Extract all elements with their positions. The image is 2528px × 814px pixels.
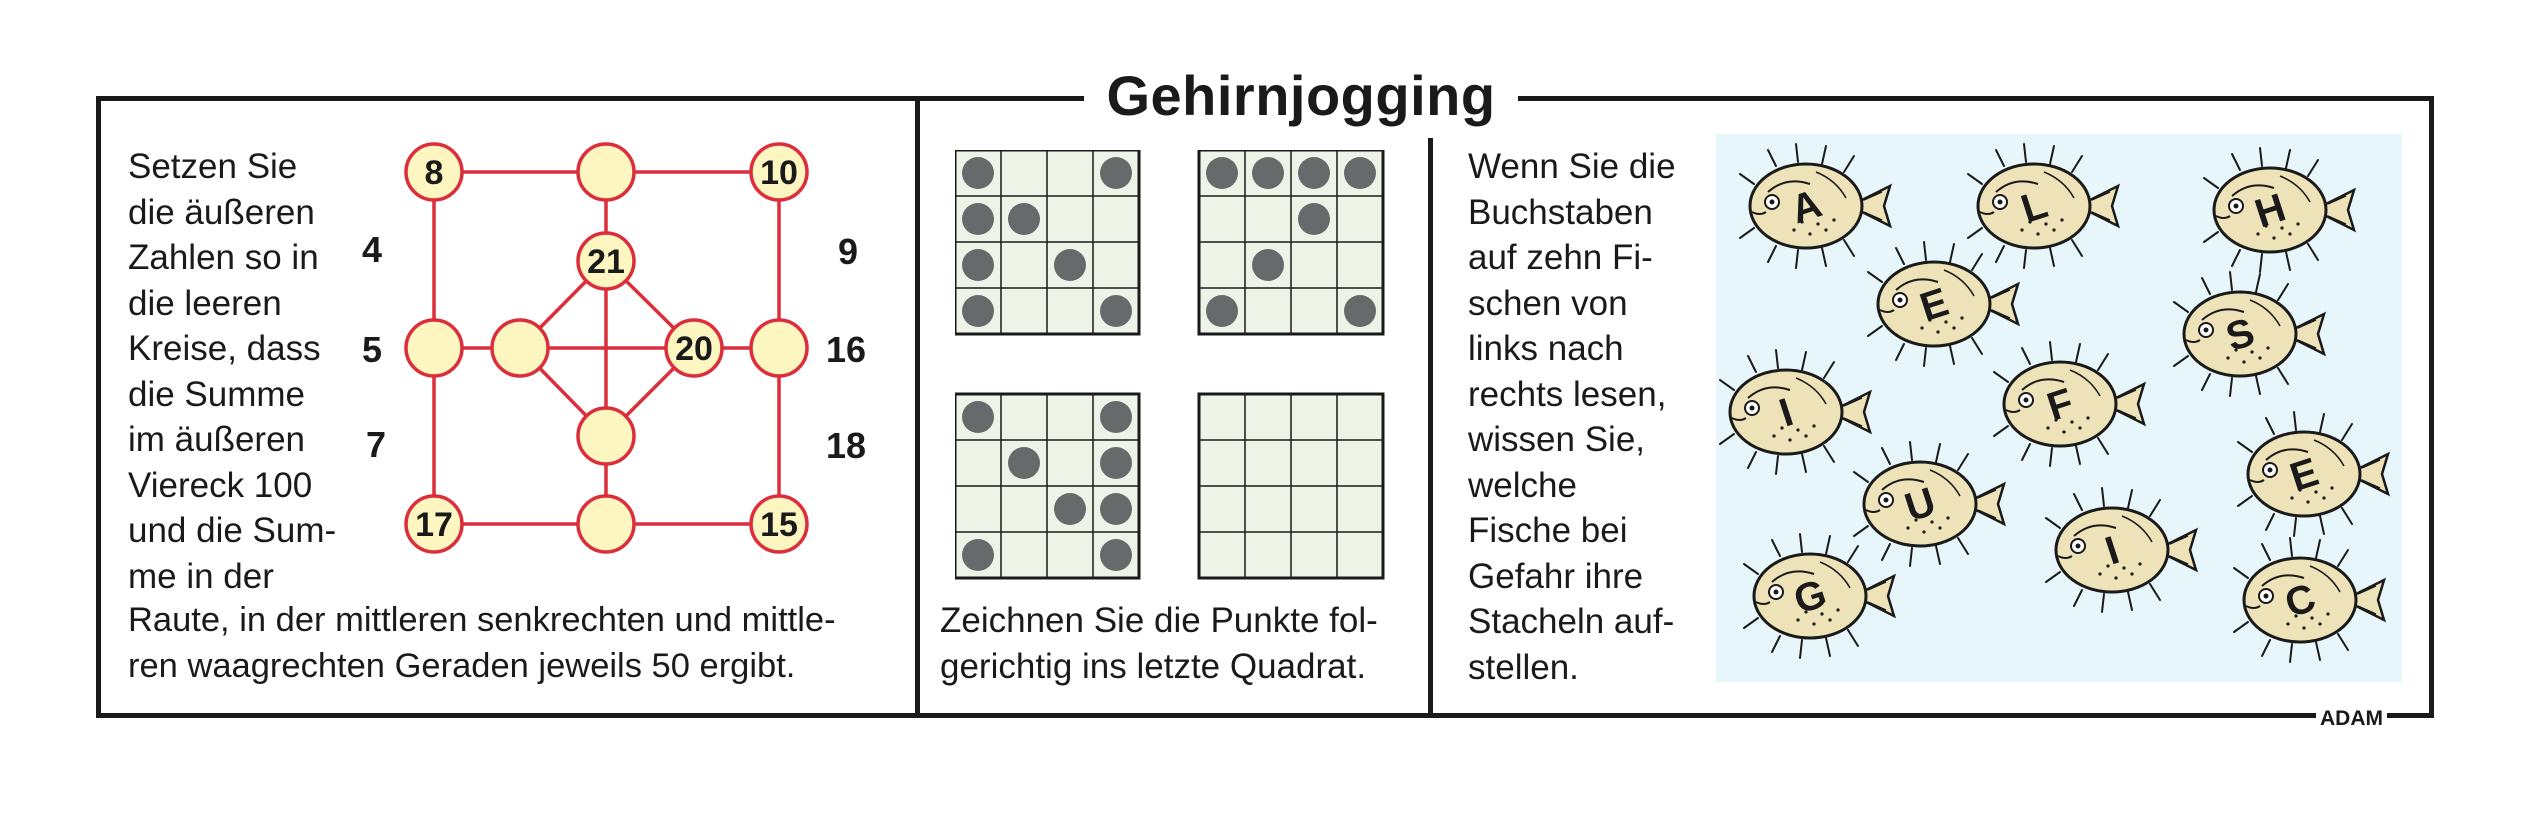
grid-dot xyxy=(962,157,994,189)
grid-dot xyxy=(1206,295,1238,327)
dot-grid xyxy=(955,150,1139,334)
column-divider-1 xyxy=(915,96,920,718)
text-line: Zeichnen Sie die Punkte fol- xyxy=(940,601,1378,640)
dot-grid xyxy=(1199,150,1383,334)
outer-number: 4 xyxy=(362,229,383,270)
grid-dot xyxy=(1298,157,1330,189)
grid-dot xyxy=(962,249,994,281)
text-line: Gefahr ihre xyxy=(1468,556,1644,596)
circle-bottom-middle xyxy=(578,496,634,552)
text-line: Kreise, dass xyxy=(128,329,321,368)
grid-dot xyxy=(962,539,994,571)
puzzle3-text xyxy=(1468,144,1676,690)
circle-number: 17 xyxy=(415,506,453,544)
text-line: im äußeren xyxy=(128,420,306,459)
circle-top-middle xyxy=(578,144,634,200)
outer-number: 5 xyxy=(362,329,383,370)
fish-letter: I xyxy=(2100,528,2125,574)
text-line: Zahlen so in xyxy=(128,238,319,277)
puzzle1-bottom-text xyxy=(128,598,836,689)
circle-number: 20 xyxy=(675,330,713,368)
text-line: Buchstaben xyxy=(1468,192,1653,232)
grid-dot xyxy=(1252,157,1284,189)
text-line: ren waagrechten Geraden jeweils 50 ergibt. xyxy=(128,646,796,685)
circle-number: 10 xyxy=(760,154,798,192)
outer-number: 7 xyxy=(366,424,387,465)
text-line: gerichtig ins letzte Quadrat. xyxy=(940,646,1367,686)
puzzle1-text xyxy=(128,144,336,599)
text-line: und die Sum- xyxy=(128,511,337,550)
text-line: links nach xyxy=(1468,329,1624,368)
text-line: Viereck 100 xyxy=(128,465,313,505)
text-line: welche xyxy=(1468,465,1577,505)
fish-letter: H xyxy=(2249,185,2291,237)
author-credit: ADAM xyxy=(2316,706,2387,732)
grid-dot xyxy=(1100,295,1132,327)
text-line: Wenn Sie die xyxy=(1468,147,1676,186)
dot-grid xyxy=(955,394,1139,578)
grid-dot xyxy=(962,401,994,433)
text-line: stellen. xyxy=(1468,647,1579,687)
text-line: rechts lesen, xyxy=(1468,374,1667,414)
dot-grid xyxy=(1199,394,1383,578)
grid-dot xyxy=(1100,539,1132,571)
fish-letter: C xyxy=(2279,575,2321,627)
outer-number: 16 xyxy=(826,329,867,370)
grid-dot xyxy=(1100,157,1132,189)
column-divider-2 xyxy=(1428,138,1433,718)
outer-number: 18 xyxy=(826,425,867,466)
text-line: schen von xyxy=(1468,283,1628,323)
text-line: die Summe xyxy=(128,374,306,414)
outer-number: 9 xyxy=(838,231,859,272)
fish-letter: G xyxy=(1788,571,1832,623)
text-line: me in der xyxy=(128,556,274,596)
fish-letter: S xyxy=(2220,309,2260,360)
grid-dot xyxy=(1100,447,1132,479)
fish-picture xyxy=(1716,134,2402,682)
text-line: wissen Sie, xyxy=(1468,420,1646,459)
number-diagram xyxy=(400,138,830,558)
diagram-lines xyxy=(434,172,779,524)
text-line: die äußeren xyxy=(128,192,315,232)
circle-number: 8 xyxy=(424,154,444,192)
circle-number: 15 xyxy=(760,506,798,544)
circle-number: 21 xyxy=(587,243,625,281)
text-line: auf zehn Fi- xyxy=(1468,238,1653,277)
fish-letter: F xyxy=(2041,380,2079,430)
grid-dot xyxy=(1100,401,1132,433)
circle-center-left xyxy=(492,320,548,376)
text-line: die leeren xyxy=(128,283,282,323)
circle-middle-right xyxy=(751,320,807,376)
grid-dot xyxy=(1344,157,1376,189)
grid-dot xyxy=(1008,447,1040,479)
fish-letter: A xyxy=(1785,181,1827,233)
text-line: Fische bei xyxy=(1468,511,1628,550)
grid-dot xyxy=(1054,249,1086,281)
fish-letter: E xyxy=(1914,279,1954,330)
text-line: Raute, in der mittleren senkrechten und mittle- xyxy=(128,601,836,639)
grid-dot xyxy=(1344,295,1376,327)
grid-dot xyxy=(1008,203,1040,235)
fish-letter: I xyxy=(1774,390,1799,436)
puzzle2-text xyxy=(940,598,1378,689)
page-title: Gehirnjogging xyxy=(1084,58,1518,134)
grid-dot xyxy=(1100,493,1132,525)
grid-dot xyxy=(1206,157,1238,189)
fish-letter: E xyxy=(2284,449,2324,500)
grid-dot xyxy=(962,295,994,327)
circle-middle-left xyxy=(406,320,462,376)
text-line: Setzen Sie xyxy=(128,147,298,186)
text-line: Stacheln auf- xyxy=(1468,602,1675,641)
grid-dot xyxy=(1252,249,1284,281)
grid-dot xyxy=(1054,493,1086,525)
dot-grids xyxy=(955,150,1405,595)
circle-center-bottom xyxy=(578,408,634,464)
grid-dot xyxy=(962,203,994,235)
fish-letter: L xyxy=(2015,182,2053,232)
grid-dot xyxy=(1298,203,1330,235)
fish-letter: U xyxy=(1899,479,1941,531)
